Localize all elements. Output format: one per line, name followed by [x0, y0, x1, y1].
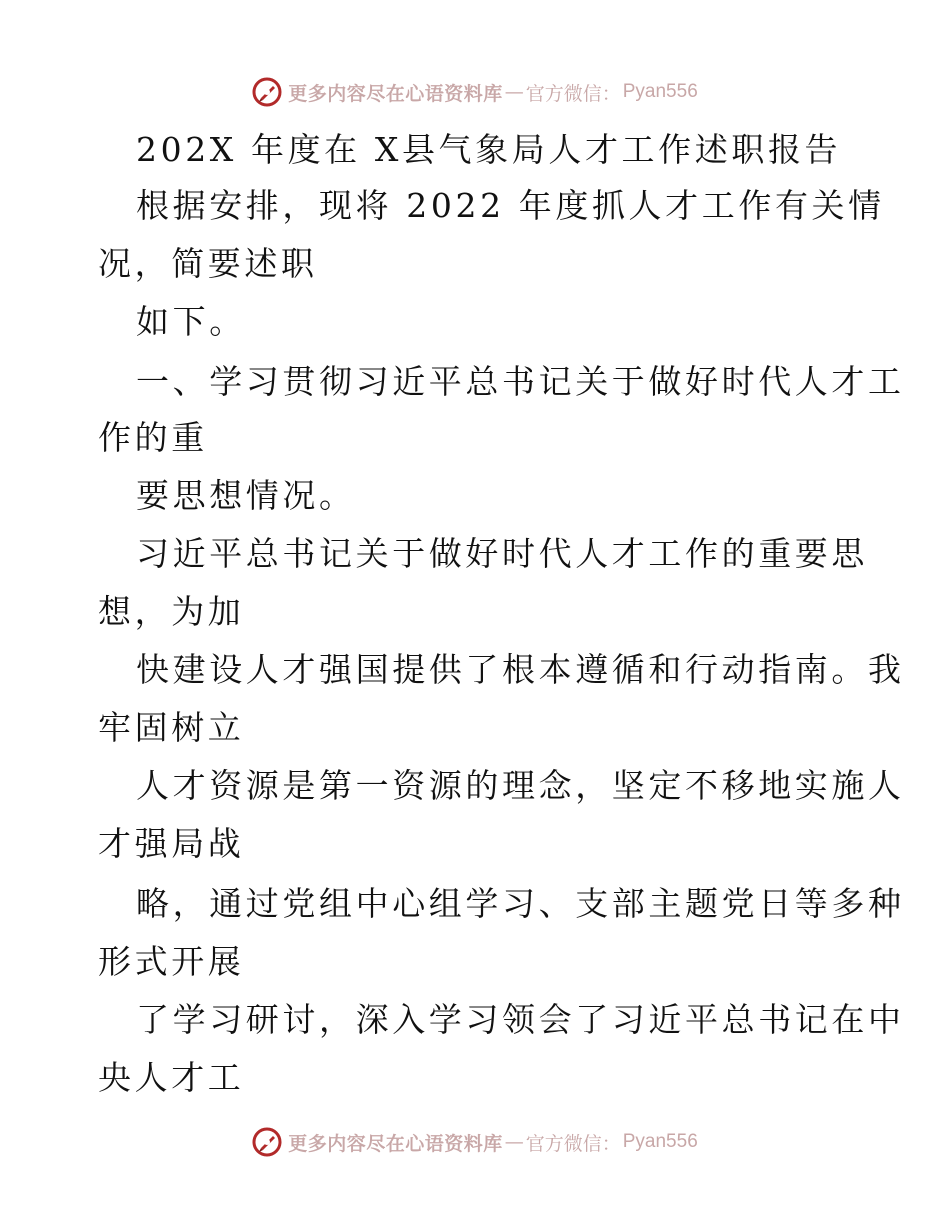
banner-slogan: 更多内容尽在心语资料库 [288, 82, 503, 105]
paragraph-line: 想，为加 [98, 592, 245, 631]
section-heading-line: 一、学习贯彻习近平总书记关于做好时代人才工 [136, 362, 905, 401]
paragraph-line: 略，通过党组中心组学习、支部主题党日等多种 [136, 884, 905, 923]
banner-wechat-id: Pyan556 [622, 81, 698, 102]
banner-wechat-label: 官方微信： [525, 82, 621, 105]
banner-wechat-label: 官方微信： [525, 1132, 621, 1155]
banner-dash: — [504, 81, 524, 103]
banner-slogan: 更多内容尽在心语资料库 [288, 1132, 503, 1155]
document-title: 202X 年度在 X县气象局人才工作述职报告 [136, 130, 842, 169]
banner-dash: — [504, 1131, 524, 1153]
paragraph-line: 快建设人才强国提供了根本遵循和行动指南。我 [136, 650, 905, 689]
paragraph-line: 习近平总书记关于做好时代人才工作的重要思 [136, 534, 868, 573]
pen-logo-icon [252, 77, 282, 107]
banner-wechat-id: Pyan556 [622, 1131, 698, 1152]
paragraph-line: 如下。 [136, 302, 246, 341]
paragraph-line: 牢固树立 [98, 708, 245, 747]
header-banner [0, 72, 950, 112]
paragraph-line: 才强局战 [98, 824, 245, 863]
section-heading-line: 作的重 [98, 418, 208, 457]
paragraph-line: 根据安排，现将 2022 年度抓人才工作有关情 [136, 186, 885, 225]
pen-logo-icon [252, 1127, 282, 1157]
paragraph-line: 况，简要述职 [98, 244, 318, 283]
paragraph-line: 央人才工 [98, 1058, 245, 1097]
section-heading-line: 要思想情况。 [136, 476, 356, 515]
paragraph-line: 人才资源是第一资源的理念，坚定不移地实施人 [136, 766, 905, 805]
paragraph-line: 了学习研讨，深入学习领会了习近平总书记在中 [136, 1000, 905, 1039]
footer-banner [0, 1122, 950, 1162]
paragraph-line: 形式开展 [98, 942, 245, 981]
